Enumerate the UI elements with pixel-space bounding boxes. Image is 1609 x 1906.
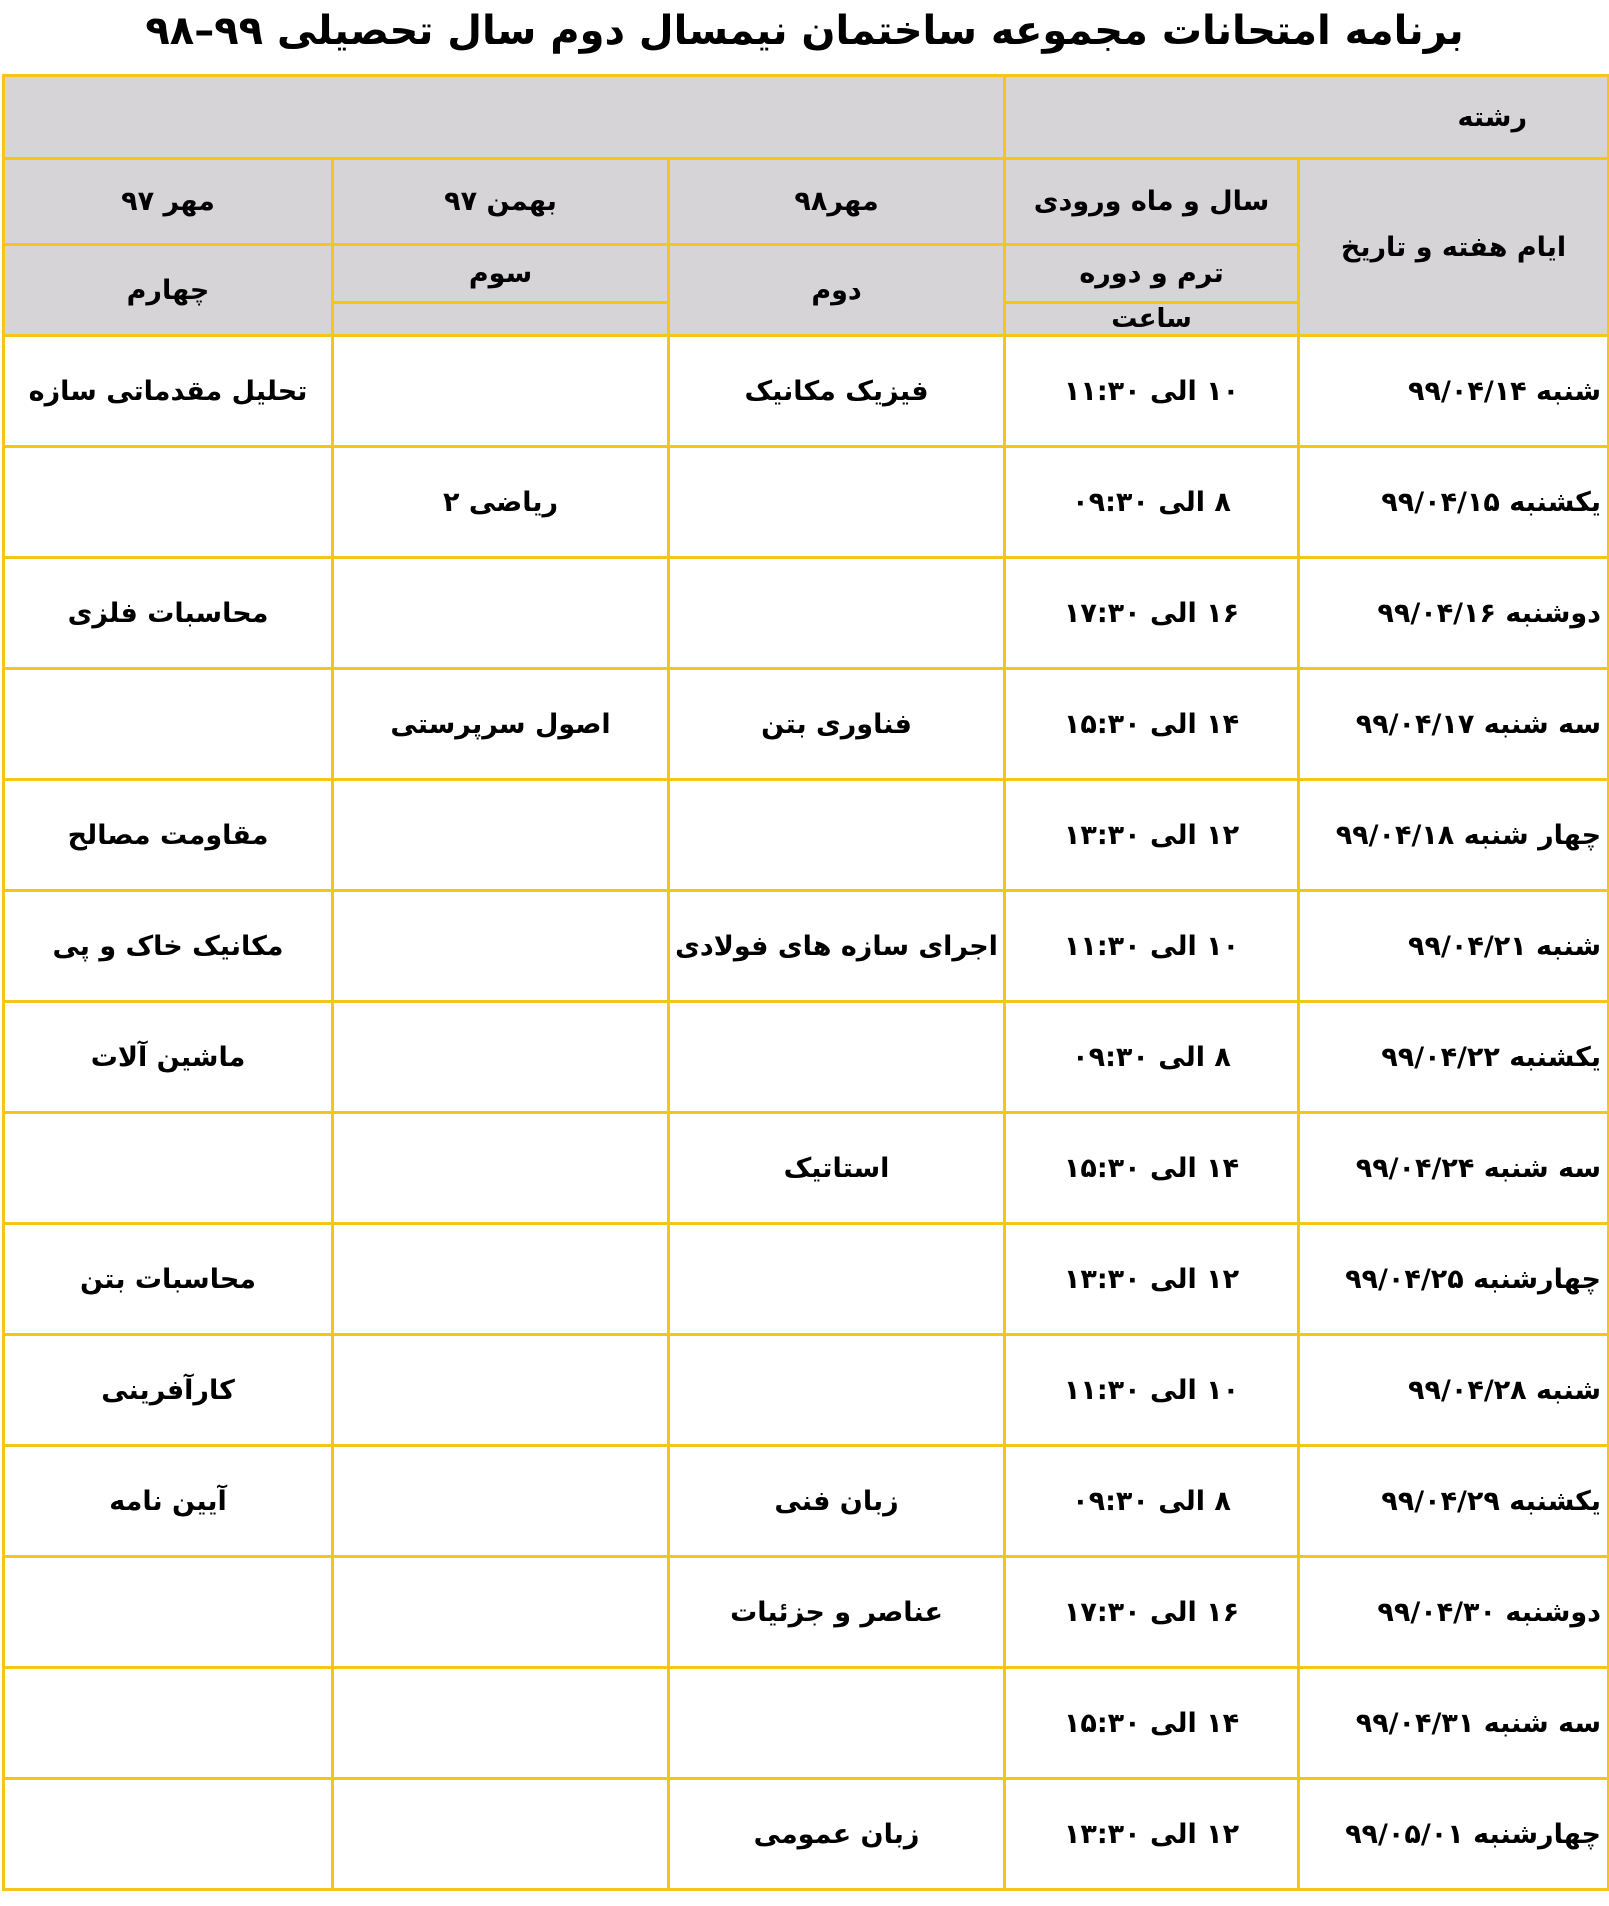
date-cell: شنبه ۹۹/۰۴/۲۱ (1299, 891, 1609, 1002)
header-row-entry (4, 159, 1609, 245)
page-title: برنامه امتحانات مجموعه ساختمان نیمسال دوم سال تحصیلی ۹۹–۹۸ (145, 8, 1464, 54)
subject-cell-cohort-2 (333, 1668, 669, 1779)
table-row (4, 558, 1609, 669)
subject-cell-cohort-1: زبان عمومی (669, 1779, 1005, 1890)
subject-cell-cohort-3: ماشین آلات (4, 1002, 333, 1113)
time-cell: ۸ الی ۰۹:۳۰ (1005, 1002, 1299, 1113)
time-cell: ۱۲ الی ۱۳:۳۰ (1005, 780, 1299, 891)
date-cell: شنبه ۹۹/۰۴/۱۴ (1299, 336, 1609, 447)
time-cell: ۱۶ الی ۱۷:۳۰ (1005, 558, 1299, 669)
cohort-entry-1: مهر۹۸ (669, 159, 1005, 245)
date-cell: سه شنبه ۹۹/۰۴/۲۴ (1299, 1113, 1609, 1224)
table-row (4, 1668, 1609, 1779)
subject-cell-cohort-3: کارآفرینی (4, 1335, 333, 1446)
subject-cell-cohort-3 (4, 1779, 333, 1890)
subject-cell-cohort-2 (333, 780, 669, 891)
date-cell: سه شنبه ۹۹/۰۴/۳۱ (1299, 1668, 1609, 1779)
table-row (4, 1335, 1609, 1446)
subject-cell-cohort-1: عناصر و جزئیات (669, 1557, 1005, 1668)
exam-schedule-table (2, 74, 1609, 1891)
subject-cell-cohort-2: اصول سرپرستی (333, 669, 669, 780)
date-cell: دوشنبه ۹۹/۰۴/۳۰ (1299, 1557, 1609, 1668)
subject-cell-cohort-1: اجرای سازه های فولادی (669, 891, 1005, 1002)
subject-cell-cohort-1 (669, 558, 1005, 669)
time-cell: ۱۲ الی ۱۳:۳۰ (1005, 1779, 1299, 1890)
major-label: رشته (1005, 76, 1609, 159)
time-cell: ۱۴ الی ۱۵:۳۰ (1005, 1113, 1299, 1224)
table-row (4, 1113, 1609, 1224)
table-row (4, 891, 1609, 1002)
time-cell: ۱۴ الی ۱۵:۳۰ (1005, 669, 1299, 780)
table-row (4, 1446, 1609, 1557)
subject-cell-cohort-3 (4, 1113, 333, 1224)
subject-cell-cohort-2 (333, 1224, 669, 1335)
subject-cell-cohort-3: تحلیل مقدماتی سازه (4, 336, 333, 447)
subject-cell-cohort-2 (333, 558, 669, 669)
time-cell: ۱۶ الی ۱۷:۳۰ (1005, 1557, 1299, 1668)
subject-cell-cohort-1: فیزیک مکانیک (669, 336, 1005, 447)
subject-cell-cohort-3: آیین نامه (4, 1446, 333, 1557)
subject-cell-cohort-3 (4, 1557, 333, 1668)
subject-cell-cohort-2 (333, 1335, 669, 1446)
subject-cell-cohort-2 (333, 1779, 669, 1890)
cohort-hour-2 (333, 303, 669, 336)
subject-cell-cohort-1 (669, 1224, 1005, 1335)
subject-cell-cohort-1 (669, 1002, 1005, 1113)
subject-cell-cohort-3: محاسبات فلزی (4, 558, 333, 669)
subject-cell-cohort-2 (333, 891, 669, 1002)
time-cell: ۱۴ الی ۱۵:۳۰ (1005, 1668, 1299, 1779)
subject-cell-cohort-1: استاتیک (669, 1113, 1005, 1224)
date-cell: یکشنبه ۹۹/۰۴/۱۵ (1299, 447, 1609, 558)
table-row (4, 447, 1609, 558)
time-cell: ۱۰ الی ۱۱:۳۰ (1005, 336, 1299, 447)
table-row (4, 780, 1609, 891)
date-cell: چهارشنبه ۹۹/۰۵/۰۱ (1299, 1779, 1609, 1890)
subject-cell-cohort-2 (333, 1446, 669, 1557)
time-cell: ۸ الی ۰۹:۳۰ (1005, 1446, 1299, 1557)
entry-header: سال و ماه ورودی (1005, 159, 1299, 245)
subject-cell-cohort-3 (4, 447, 333, 558)
time-cell: ۱۲ الی ۱۳:۳۰ (1005, 1224, 1299, 1335)
date-cell: چهار شنبه ۹۹/۰۴/۱۸ (1299, 780, 1609, 891)
subject-cell-cohort-2 (333, 336, 669, 447)
date-cell: یکشنبه ۹۹/۰۴/۲۲ (1299, 1002, 1609, 1113)
subject-cell-cohort-1: فناوری بتن (669, 669, 1005, 780)
subject-cell-cohort-1: زبان فنی (669, 1446, 1005, 1557)
date-cell: یکشنبه ۹۹/۰۴/۲۹ (1299, 1446, 1609, 1557)
subject-cell-cohort-2 (333, 1002, 669, 1113)
date-cell: شنبه ۹۹/۰۴/۲۸ (1299, 1335, 1609, 1446)
cohort-term-1: دوم (669, 245, 1005, 336)
date-cell: دوشنبه ۹۹/۰۴/۱۶ (1299, 558, 1609, 669)
cohort-term-3: چهارم (4, 245, 333, 336)
date-cell: چهارشنبه ۹۹/۰۴/۲۵ (1299, 1224, 1609, 1335)
subject-cell-cohort-3 (4, 669, 333, 780)
subject-cell-cohort-3: مکانیک خاک و پی (4, 891, 333, 1002)
table-row (4, 669, 1609, 780)
subject-cell-cohort-1 (669, 780, 1005, 891)
time-cell: ۸ الی ۰۹:۳۰ (1005, 447, 1299, 558)
table-row (4, 1557, 1609, 1668)
hour-header: ساعت (1005, 303, 1299, 336)
term-header: ترم و دوره (1005, 245, 1299, 303)
subject-cell-cohort-3: مقاومت مصالح (4, 780, 333, 891)
header-row-major (4, 76, 1609, 159)
major-value (4, 76, 1005, 159)
subject-cell-cohort-1 (669, 447, 1005, 558)
subject-cell-cohort-1 (669, 1335, 1005, 1446)
subject-cell-cohort-2 (333, 1557, 669, 1668)
table-row (4, 1779, 1609, 1890)
date-cell: سه شنبه ۹۹/۰۴/۱۷ (1299, 669, 1609, 780)
subject-cell-cohort-3: محاسبات بتن (4, 1224, 333, 1335)
table-row (4, 1002, 1609, 1113)
table-row (4, 1224, 1609, 1335)
time-cell: ۱۰ الی ۱۱:۳۰ (1005, 1335, 1299, 1446)
cohort-term-2: سوم (333, 245, 669, 303)
cohort-entry-2: بهمن ۹۷ (333, 159, 669, 245)
days-header: ایام هفته و تاریخ (1299, 159, 1609, 336)
subject-cell-cohort-3 (4, 1668, 333, 1779)
subject-cell-cohort-2: ریاضی ۲ (333, 447, 669, 558)
cohort-entry-3: مهر ۹۷ (4, 159, 333, 245)
table-row (4, 336, 1609, 447)
subject-cell-cohort-2 (333, 1113, 669, 1224)
time-cell: ۱۰ الی ۱۱:۳۰ (1005, 891, 1299, 1002)
subject-cell-cohort-1 (669, 1668, 1005, 1779)
